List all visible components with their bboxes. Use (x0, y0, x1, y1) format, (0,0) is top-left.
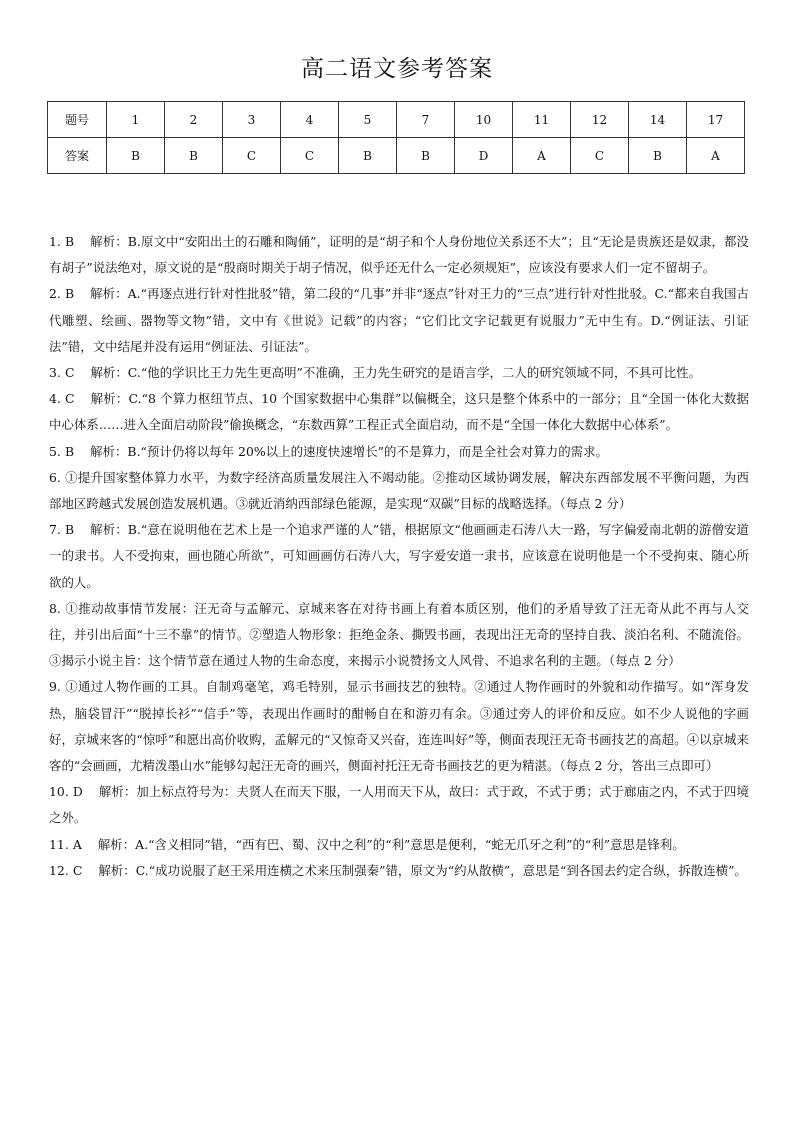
question-number-cell: 7 (397, 102, 455, 138)
answer-cell: B (107, 138, 165, 174)
question-number-cell: 11 (513, 102, 571, 138)
question-number-cell: 1 (107, 102, 165, 138)
explanation-item (49, 281, 749, 360)
question-number-cell: 2 (165, 102, 223, 138)
item-text: 解析：B.“预计仍将以每年 20%以上的速度快速增长”的不是算力，而是全社会对算力的需求。 (90, 443, 608, 459)
explanation-item (49, 439, 749, 465)
item-answer: B (64, 443, 75, 459)
item-answer: B (64, 522, 75, 538)
item-text: 解析：B.原文中“安阳出土的石雕和陶俑”，证明的是“胡子和个人身份地位关系还不大”；且“无论是贵族还是奴隶，都没有胡子”说法绝对，原文说的是“殷商时期关于胡子情况，似乎还无什么一定必须规矩”，应该没有要求人们一定不留胡子。 (49, 234, 749, 276)
explanation-item (49, 832, 749, 858)
item-number: 4. (49, 391, 61, 407)
page-title: 高二语文参考答案 (301, 56, 493, 82)
answer-cell: C (223, 138, 281, 174)
answer-cell: C (571, 138, 629, 174)
item-text: ①提升国家整体算力水平，为数字经济高质量发展注入不竭动能。②推动区域协调发展，解决东西部发展不平衡问题，为西部地区跨越式发展创造发展机遇。③就近消纳西部绿色能源，是实现“双碳”目标的战略选择。（每点 2 分） (49, 469, 749, 512)
item-number: 11. (49, 836, 69, 852)
answer-cell: B (629, 138, 687, 174)
item-number: 8. (49, 600, 61, 616)
answer-cell: B (339, 138, 397, 174)
item-answer: C (64, 391, 75, 407)
item-answer: C (72, 862, 83, 878)
item-text: 解析：C.“8 个算力枢纽节点、10 个国家数据中心集群”以偏概全，这只是整个体系中的一部分；且“全国一体化大数据中心体系……进入全面启动阶段”偷换概念，“东数西算”工程正式全面启动，而不是“全国一体化大数据中心体系”。 (49, 391, 749, 433)
item-number: 2. (49, 286, 61, 302)
question-number-cell: 12 (571, 102, 629, 138)
item-number: 6. (49, 469, 61, 485)
answer-table (47, 101, 745, 174)
item-text: 解析：C.“成功说服了赵王采用连横之术来压制强秦”错，原文为“约从散横”，意思是“到各国去约定合纵，拆散连横”。 (98, 862, 747, 878)
explanation-item (49, 674, 749, 779)
item-answer: D (72, 784, 83, 800)
answer-cell: D (455, 138, 513, 174)
item-number: 1. (49, 234, 61, 249)
explanation-item (49, 360, 749, 386)
answer-cell: B (165, 138, 223, 174)
explanations (49, 229, 749, 884)
answer-cell: A (513, 138, 571, 174)
explanation-item (49, 517, 749, 596)
answer-cell: C (281, 138, 339, 174)
row-label: 答案 (48, 138, 107, 174)
item-number: 3. (49, 365, 61, 381)
explanation-item (49, 779, 749, 831)
explanation-item (49, 386, 749, 438)
question-number-cell: 14 (629, 102, 687, 138)
item-number: 7. (49, 522, 61, 538)
answer-row (48, 138, 745, 174)
item-text: 解析：A.“含义相同”错，“西有巴、蜀、汉中之利”的“利”意思是便利，“蛇无爪牙之利”的“利”意思是锋利。 (97, 836, 685, 852)
question-number-cell: 17 (687, 102, 745, 138)
item-answer: B (64, 286, 75, 302)
row-label: 题号 (48, 102, 107, 138)
item-number: 5. (49, 443, 61, 459)
item-text: 解析：加上标点符号为：夫贤人在而天下服，一人用而天下从，故曰：式于政，不式于勇；式于廊庙之内，不式于四境之外。 (49, 784, 749, 826)
item-answer: A (72, 836, 82, 852)
item-answer: B (64, 234, 75, 249)
item-text: 解析：B.“意在说明他在艺术上是一个追求严谨的人”错，根据原文“他画画走石涛八大一路，写字偏爱南北朝的游僧安道一的隶书。人不受拘束，画也随心所欲”，可知画画仿石涛八大，写字爱安道一隶书，应该意在说明他是一个不受拘束、随心所欲的人。 (49, 522, 749, 590)
explanation-item (49, 465, 749, 517)
question-number-cell: 3 (223, 102, 281, 138)
question-number-cell: 4 (281, 102, 339, 138)
question-number-cell: 10 (455, 102, 513, 138)
item-number: 9. (49, 679, 61, 695)
explanation-item (49, 858, 749, 884)
question-number-row (48, 102, 745, 138)
item-text: 解析：C.“他的学识比王力先生更高明”不准确，王力先生研究的是语言学，二人的研究领域不同，不具可比性。 (90, 365, 702, 381)
explanation-item (49, 229, 749, 281)
item-number: 10. (49, 784, 69, 800)
question-number-cell: 5 (339, 102, 397, 138)
item-text: ①推动故事情节发展：汪无奇与孟解元、京城来客在对待书画上有着本质区别，他们的矛盾导致了汪无奇从此不再与人交往，并引出后面“十三不靠”的情节。②塑造人物形象：拒绝金条、撕毁书画，表现出汪无奇的坚持自我、淡泊名利、不随流俗。③揭示小说主旨：这个情节意在通过人物的生命态度，来揭示小说赞扬文人风骨、不追求名利的主题。（每点 2 分） (49, 600, 749, 669)
answer-cell: B (397, 138, 455, 174)
item-answer: C (64, 365, 75, 381)
explanation-item (49, 596, 749, 675)
item-number: 12. (49, 862, 69, 878)
item-text: ①通过人物作画的工具。自制鸡毫笔，鸡毛特别，显示书画技艺的独特。②通过人物作画时的外貌和动作描写。如“浑身发热，脑袋冒汗”“脱掉长衫”“信手”等，表现出作画时的酣畅自在和游刃有余。③通过旁人的评价和反应。如不少人说他的字画好，京城来客的“惊呼”和愿出高价收购，孟解元的“又惊奇又兴奋，连连叫好”等，侧面表现汪无奇书画技艺的高超。④以京城来客的“会画画，尤精泼墨山水”能够勾起汪无奇的画兴，侧面衬托汪无奇书画技艺的更为精湛。（每点 2 分，答出三点即可） (49, 679, 749, 774)
item-text: 解析：A.“再逐点进行针对性批驳”错，第二段的“几事”并非“逐点”针对王力的“三点”进行针对性批驳。C.“都来自我国古代雕塑、绘画、器物等文物”错，文中有《世说》记载”的内容；“它们比文字记载更有说服力”无中生有。D.“例证法、引证法”错，文中结尾并没有运用“例证法、引证法”。 (49, 286, 749, 354)
answer-cell: A (687, 138, 745, 174)
